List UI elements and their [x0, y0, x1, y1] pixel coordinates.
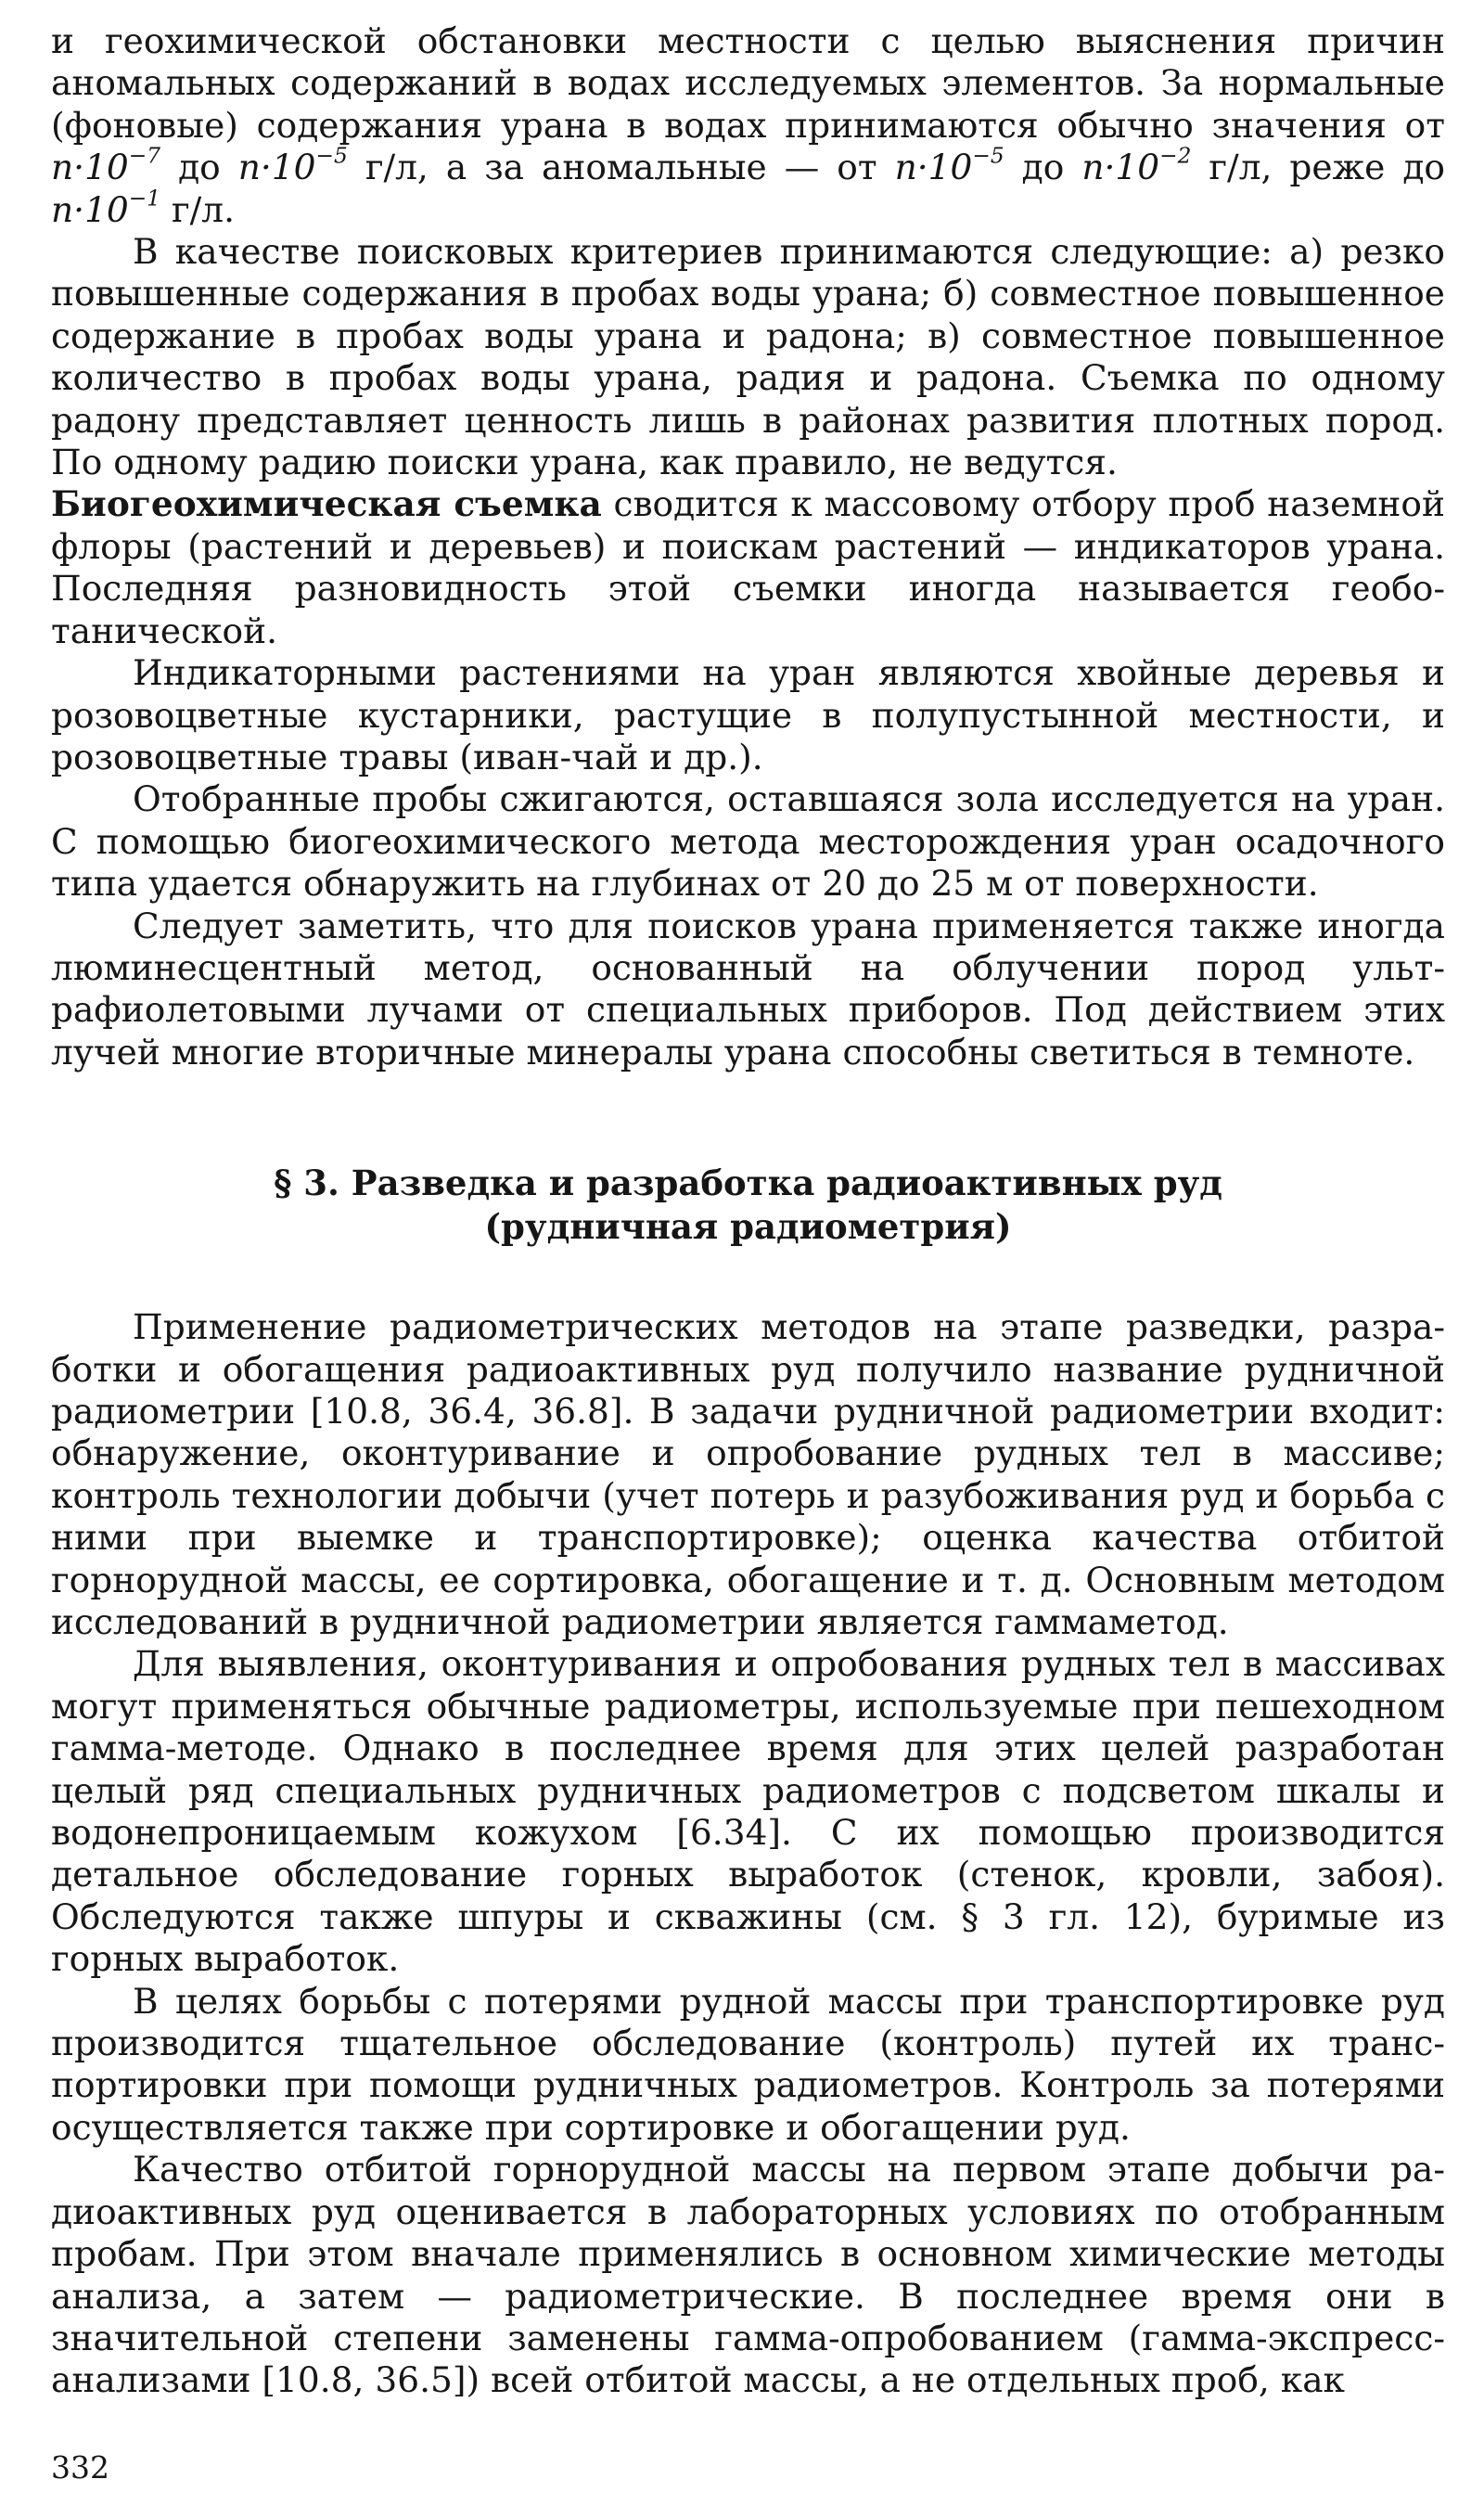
- formula-n-10-5: $n\cdot 10^{-5}$: [237, 143, 348, 188]
- paragraph-1: и геохимической обстановки местности с целью выяснения причин аномальных содержаний в водах исследуемых элементов. За нормальные (фоновые) содержания урана в водах принимаются обычно значения от $n\cdot 10^{-7}$ до $n\cdot 10^{-5}$ г/л, а за аномальные — от $n\cdot 10^{-5}$ до $n\cdot 10^{-2}$ г/л, реже до $n\cdot 10^{-1}$ г/л.: [51, 20, 1445, 230]
- formula-n-10-1: $n\cdot 10^{-1}$: [51, 186, 161, 230]
- section-heading-line-2: (рудничная радиометрия): [484, 1206, 1012, 1248]
- section-heading-line-1: § 3. Разведка и разработка радиоактивных руд: [274, 1163, 1222, 1204]
- paragraph-6: Следует заметить, что для поисков урана применяется также иногда люминесцентный метод, основанный на облучении пород ультрафиолетовыми лучами от специальных приборов. Под действием этих лучей многие вторичные минералы урана способны светиться в темноте.: [51, 905, 1445, 1073]
- book-page: [51, 20, 1445, 2402]
- formula-n-10-5-b: $n\cdot 10^{-5}$: [894, 143, 1004, 188]
- section-heading: [51, 1162, 1445, 1249]
- paragraph-9: В целях борьбы с потерями рудной массы при транспортировке руд производится тщательное обследование (контроль) путей их транспортировки при помощи рудничных радиометров. Контроль за потерями осуществляется также при сортировке и обогащении руд.: [51, 1980, 1445, 2148]
- paragraph-3: Биогеохимическая съемка сводится к массовому отбору проб наземной флоры (растений и деревьев) и поискам растений — индикаторов урана. Последняя разновидность этой съемки иногда называется геоботанической.: [51, 483, 1445, 651]
- formula-n-10-7: $n\cdot 10^{-7}$: [51, 143, 161, 188]
- formula-n-10-2: $n\cdot 10^{-2}$: [1081, 143, 1192, 188]
- paragraph-7: Применение радиометрических методов на этапе разведки, разработки и обогащения радиоактивных руд получило название рудничной радиометрии [10.8, 36.4, 36.8]. В задачи рудничной радиометрии входит: обнаружение, оконтуривание и опробование рудных тел в массиве; контроль технологии добычи (учет потерь и разубоживания руд и борьба с ними при выемке и транспортировке); оценка качества отбитой горнорудной массы, ее сортировка, обогащение и т. д. Основным методом исследований в рудничной радиометрии является гаммаметод.: [51, 1306, 1445, 1642]
- paragraph-8: Для выявления, оконтуривания и опробования рудных тел в массивах могут применяться обычные радиометры, используемые при пешеходном гамма-методе. Однако в последнее время для этих целей разработан целый ряд специальных рудничных радиометров с подсветом шкалы и водонепроницаемым кожухом [6.34]. С их помощью производится детальное обследование горных выработок (стенок, кровли, забоя). Обследуются также шпуры и скважины (см. § 3 гл. 12), буримые из горных выработок.: [51, 1643, 1445, 1980]
- paragraph-5: Отобранные пробы сжигаются, оставшаяся зола исследуется на уран. С помощью биогеохимического метода месторождения уран осадочного типа удается обнаружить на глубинах от 20 до 25 м от поверхности.: [51, 778, 1445, 905]
- term-biogeochemical-survey: Биогеохимическая съемка: [51, 483, 602, 525]
- paragraph-2: В качестве поисковых критериев принимаются следующие: а) резко повышенные содержания в пробах воды урана; б) совместное повышенное содержание в пробах воды урана и радона; в) совместное повышенное количество в пробах воды урана, радия и радона. Съемка по одному радону представляет ценность лишь в районах развития плотных пород. По одному радию поиски урана, как правило, не ведутся.: [51, 231, 1445, 483]
- paragraph-4: Индикаторными растениями на уран являются хвойные деревья и розовоцветные кустарники, растущие в полупустынной местности, и розовоцветные травы (иван-чай и др.).: [51, 652, 1445, 777]
- paragraph-10: Качество отбитой горнорудной массы на первом этапе добычи радиоактивных руд оценивается в лабораторных условиях по отобранным пробам. При этом вначале применялись в основном химические методы анализа, а затем — радиометрические. В последнее время они в значительной степени заменены гамма-опробованием (гамма-экспрессанализами [10.8, 36.5]) всей отбитой массы, а не отдельных проб, как: [51, 2149, 1445, 2401]
- page-number: 332: [51, 2449, 109, 2486]
